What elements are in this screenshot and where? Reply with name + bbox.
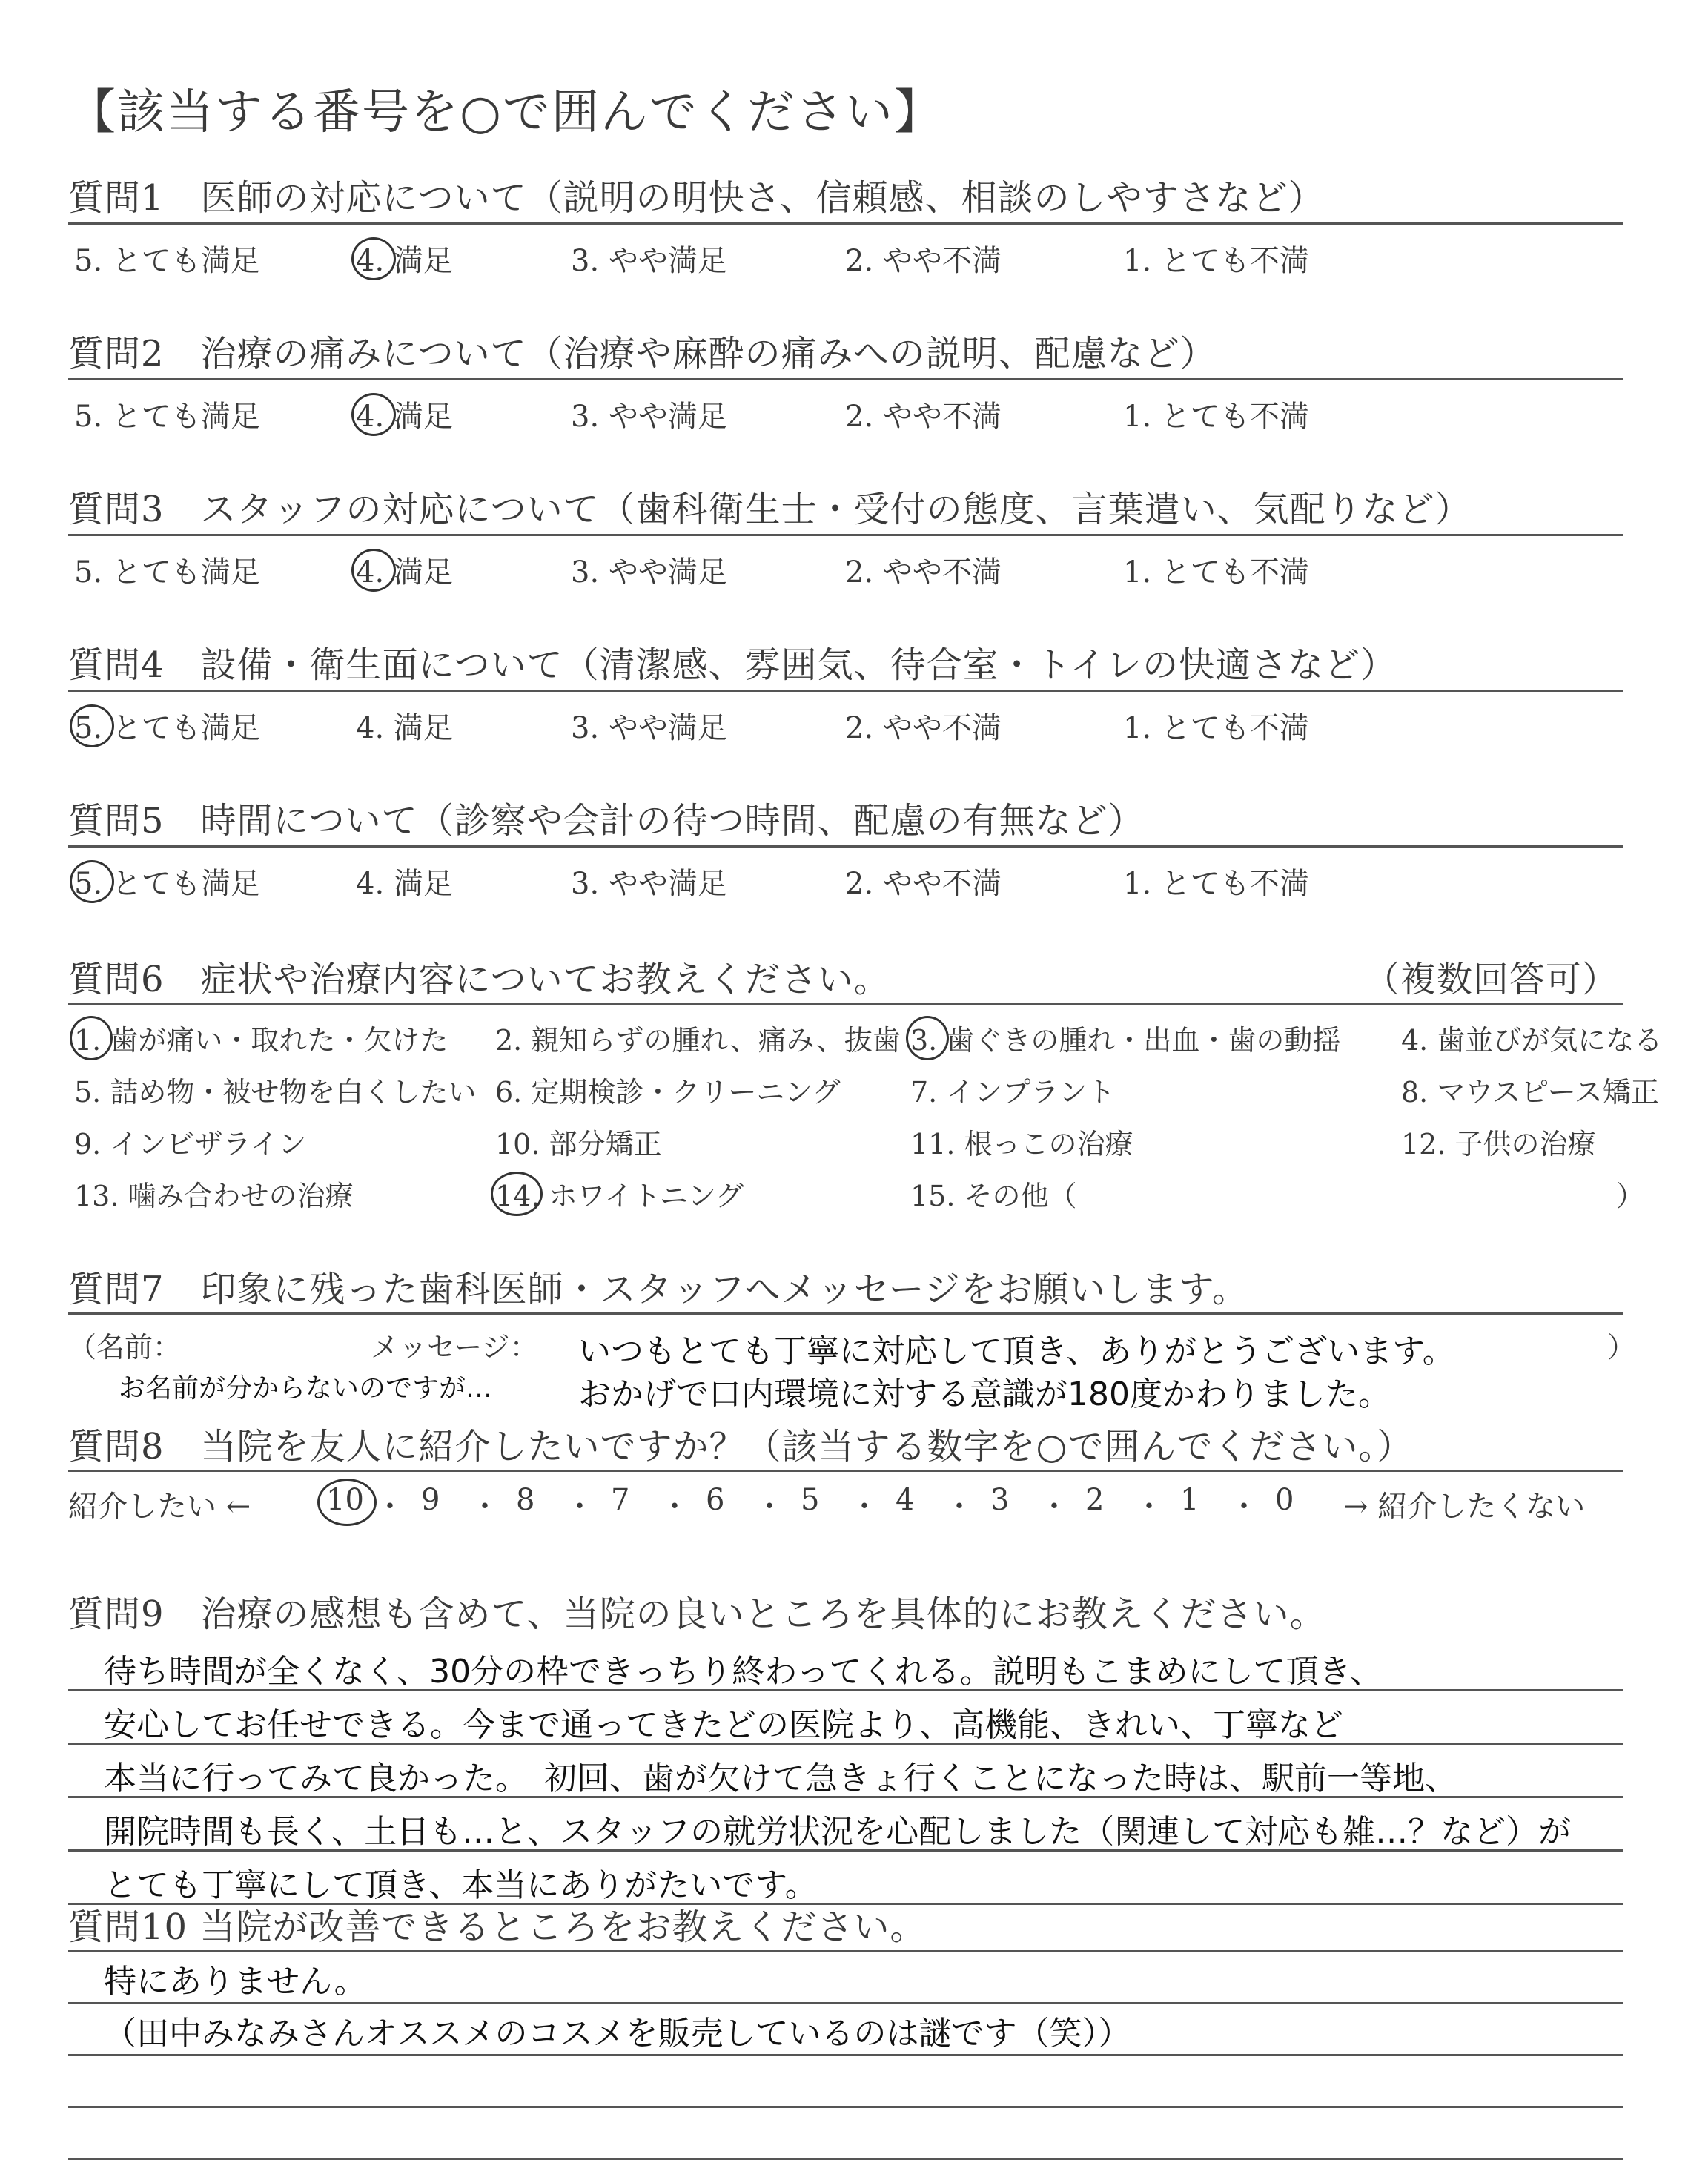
q6-option: 7. インプラント [910,1076,1116,1109]
q6-option: 14. ホワイトニング [495,1180,744,1212]
question-2-option: 5. とても満足 [74,400,260,434]
survey-instruction-header: 【該当する番号を○で囲んでください】 [68,85,943,140]
q8-rule [68,1470,1623,1472]
question-2-title: 質問2 治療の痛みについて（治療や麻酔の痛みへの説明、配慮など） [68,333,1217,374]
selected-answer-circle [317,1479,377,1526]
question-5-option: 1. とても不満 [1123,867,1309,901]
q8-scale-separator: ・ [660,1490,689,1524]
question-3-rule [68,534,1623,536]
q9-answer-line: 本当に行ってみて良かった。 初回、歯が欠けて急きょ行くことになった時は、駅前一等地、 [104,1760,1457,1797]
q10-answer-rule [68,2002,1623,2004]
q7-message-line-1: いつもとても丁寧に対応して頂き、ありがとうございます。 [578,1332,1455,1370]
q7-name-label: （名前： [68,1331,182,1364]
q6-option: 5. 詰め物・被せ物を白くしたい [74,1076,477,1109]
q8-scale-separator: ・ [850,1490,879,1524]
question-4-rule [68,690,1623,692]
q8-left-label: 紹介したい ← [68,1490,251,1524]
q8-scale-number: 9 [421,1483,440,1517]
question-4-option: 2. やや不満 [845,711,1002,745]
selected-answer-circle [351,549,396,592]
q9-answer-line: 安心してお任せできる。今まで通ってきたどの医院より、高機能、きれい、丁寧など [104,1706,1343,1744]
q6-option: 9. インビザライン [74,1128,307,1160]
selected-answer-circle [351,237,396,280]
selected-answer-circle [491,1172,543,1216]
q8-scale-number: 3 [990,1483,1010,1517]
question-3-option: 2. やや不満 [845,555,1002,589]
q6-option: 4. 歯並びが気になる [1401,1024,1663,1057]
q8-scale-separator: ・ [565,1490,595,1524]
q6-option: 10. 部分矯正 [495,1128,662,1160]
question-2-option: 4. 満足 [356,400,453,434]
q6-option: 12. 子供の治療 [1401,1128,1596,1160]
question-2-option: 3. やや満足 [571,400,727,434]
q8-right-label: → 紹介したくない [1343,1490,1586,1524]
question-5-rule [68,845,1623,848]
question-1-rule [68,222,1623,225]
q10-answer-rule [68,2054,1623,2056]
q7-name-handwritten: お名前が分からないのですが… [119,1373,493,1404]
q8-scale-number: 5 [801,1483,820,1517]
question-4-option: 5. とても満足 [74,711,260,745]
q6-option: 2. 親知らずの腫れ、痛み、抜歯 [495,1024,901,1057]
q6-option: 8. マウスピース矯正 [1401,1076,1659,1109]
q8-scale-separator: ・ [944,1490,974,1524]
question-4-option: 3. やや満足 [571,711,727,745]
question-1-option: 4. 満足 [356,244,453,278]
q7-rule [68,1312,1623,1315]
q8-title: 質問8 当院を友人に紹介したいですか？（該当する数字を○で囲んでください。） [68,1426,1414,1467]
q8-scale-separator: ・ [755,1490,784,1524]
question-3-option: 1. とても不満 [1123,555,1309,589]
question-1-option: 5. とても満足 [74,244,260,278]
q10-answer-line: （田中みなみさんオススメのコスメを販売しているのは謎です（笑）） [104,2015,1131,2052]
q8-scale-separator: ・ [1229,1490,1259,1524]
q8-scale-number: 1 [1180,1483,1199,1517]
q10-answer-line: 特にありません。 [104,1963,367,2001]
q8-scale-number: 10 [326,1483,364,1517]
q8-scale-separator: ・ [375,1490,405,1524]
q9-answer-line: とても丁寧にして頂き、本当にありがたいです。 [104,1866,818,1904]
question-2-option: 1. とても不満 [1123,400,1309,434]
q6-note: （複数回答可） [1364,959,1619,1000]
q6-option: 3. 歯ぐきの腫れ・出血・歯の動揺 [910,1024,1341,1057]
q6-option: ） [1616,1180,1645,1212]
q8-scale-number: 8 [516,1483,535,1517]
q8-scale-number: 7 [611,1483,630,1517]
question-1-option: 2. やや不満 [845,244,1002,278]
q9-answer-line: 待ち時間が全くなく、30分の枠できっちり終わってくれる。説明もこまめにして頂き、 [104,1653,1383,1691]
q8-scale-separator: ・ [1134,1490,1164,1524]
q8-scale-number: 6 [706,1483,725,1517]
question-3-option: 5. とても満足 [74,555,260,589]
question-4-option: 1. とても不満 [1123,711,1309,745]
q7-message-line-2: おかげで口内環境に対する意識が180度かわりました。 [578,1375,1391,1413]
q10-title: 質問10 当院が改善できるところをお教えください。 [68,1906,927,1948]
selected-answer-circle [906,1016,949,1060]
q8-scale-number: 0 [1275,1483,1294,1517]
q10-answer-rule [68,1950,1623,1952]
question-4-title: 質問4 設備・衛生面について（清潔感、雰囲気、待合室・トイレの快適さなど） [68,644,1397,686]
question-5-option: 2. やや不満 [845,867,1002,901]
selected-answer-circle [70,860,114,903]
q9-answer-rule [68,1689,1623,1691]
q6-rule [68,1003,1623,1005]
q9-title: 質問9 治療の感想も含めて、当院の良いところを具体的にお教えください。 [68,1593,1326,1635]
question-1-option: 1. とても不満 [1123,244,1309,278]
question-1-title: 質問1 医師の対応について（説明の明快さ、信頼感、相談のしやすさなど） [68,177,1325,219]
question-5-title: 質問5 時間について（診察や会計の待つ時間、配慮の有無など） [68,800,1145,842]
question-5-option: 3. やや満足 [571,867,727,901]
question-3-option: 3. やや満足 [571,555,727,589]
q7-title: 質問7 印象に残った歯科医師・スタッフへメッセージをお願いします。 [68,1269,1248,1310]
q7-message-label: メッセージ： [371,1331,538,1364]
question-3-option: 4. 満足 [356,555,453,589]
question-1-option: 3. やや満足 [571,244,727,278]
q9-answer-rule [68,1743,1623,1745]
question-2-rule [68,378,1623,380]
q6-option: 15. その他（ [910,1180,1077,1212]
q8-scale-number: 2 [1085,1483,1105,1517]
q6-option: 1. 歯が痛い・取れた・欠けた [74,1024,448,1057]
question-4-option: 4. 満足 [356,711,453,745]
selected-answer-circle [351,393,396,436]
q9-answer-line: 開院時間も長く、土日も…と、スタッフの就労状況を心配しました（関連して対応も雑…？など）が [104,1813,1572,1851]
q6-option: 11. 根っこの治療 [910,1128,1133,1160]
question-2-option: 2. やや不満 [845,400,1002,434]
q6-option: 13. 噛み合わせの治療 [74,1180,354,1212]
q9-answer-rule [68,1796,1623,1798]
q9-answer-rule [68,1849,1623,1852]
q8-scale-number: 4 [896,1483,915,1517]
q6-title: 質問6 症状や治療内容についてお教えください。 [68,959,890,1000]
question-5-option: 5. とても満足 [74,867,260,901]
q8-scale-separator: ・ [470,1490,500,1524]
q7-close-paren: ） [1607,1331,1636,1364]
q10-answer-rule [68,2106,1623,2108]
q8-scale-separator: ・ [1039,1490,1069,1524]
question-5-option: 4. 満足 [356,867,453,901]
question-3-title: 質問3 スタッフの対応について（歯科衛生士・受付の態度、言葉遣い、気配りなど） [68,489,1472,530]
q6-option: 6. 定期検診・クリーニング [495,1076,841,1109]
selected-answer-circle [70,704,114,747]
selected-answer-circle [70,1016,113,1060]
